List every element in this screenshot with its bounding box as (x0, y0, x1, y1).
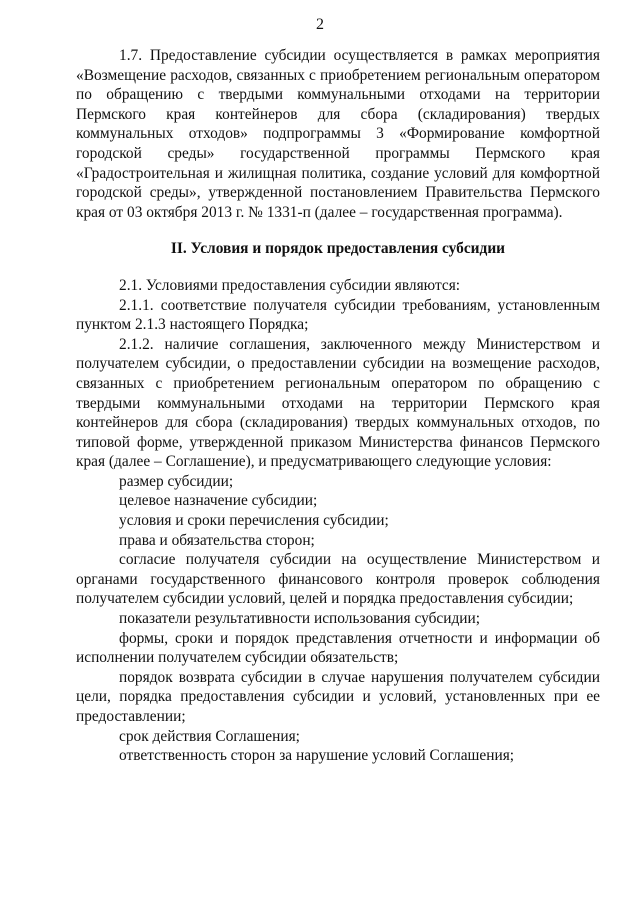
paragraph-2-1: 2.1. Условиями предоставления субсидии являются: (119, 276, 461, 294)
condition-item: показатели результативности использования субсидии; (119, 610, 481, 628)
condition-item: условия и сроки перечисления субсидии; (119, 512, 389, 530)
paragraph-1-7: 1.7. Предоставление субсидии осуществляется в рамках мероприятия «Возмещение расходов, связанных с приобретением региональным оператором по обращению с твердыми коммунальными отходами на территории Пермского края контейнеров для сбора (складирования) твердых коммунальных отходов» подпрограммы 3 «Формирование комфортной городской среды» государственной программы Пермского края «Градостроительная и жилищная политика, создание условий для комфортной городской среды», утвержденной постановлением Правительства Пермского края от 03 октября 2013 г. № 1331-п (далее – государственная программа). (76, 47, 600, 221)
paragraph-2-1-2: 2.1.2. наличие соглашения, заключенного между Министерством и получателем субсидии, о предоставлении субсидии на возмещение расходов, связанных с приобретением региональным оператором по обращению с твердыми коммунальными отходами на территории Пермского края контейнеров для сбора (складирования) твердых коммунальных отходов, по типовой форме, утвержденной приказом Министерства финансов Пермского края (далее – Соглашение), и предусматривающего следующие условия: (76, 335, 600, 471)
condition-item: согласие получателя субсидии на осуществление Министерством и органами государственного финансового контроля проверок соблюдения получателем субсидии условий, целей и порядка предоставления субсидии; (76, 551, 600, 608)
page-number: 2 (316, 16, 324, 33)
paragraph-2-1-1: 2.1.1. соответствие получателя субсидии требованиям, установленным пунктом 2.1.3 настоящего Порядка; (76, 296, 600, 334)
condition-item: ответственность сторон за нарушение условий Соглашения; (119, 747, 515, 765)
condition-item: формы, сроки и порядок представления отчетности и информации об исполнении получателем субсидии обязательств; (76, 629, 600, 667)
condition-item: права и обязательства сторон; (119, 531, 315, 549)
section-heading: II. Условия и порядок предоставления субсидии (170, 240, 506, 258)
condition-item: срок действия Соглашения; (119, 727, 300, 745)
document-body (76, 46, 600, 766)
condition-item: размер субсидии; (119, 472, 234, 490)
condition-item: целевое назначение субсидии; (119, 492, 318, 510)
condition-item: порядок возврата субсидии в случае нарушения получателем субсидии цели, порядка предоставления субсидии и условий, установленных при ее предоставлении; (76, 668, 600, 725)
